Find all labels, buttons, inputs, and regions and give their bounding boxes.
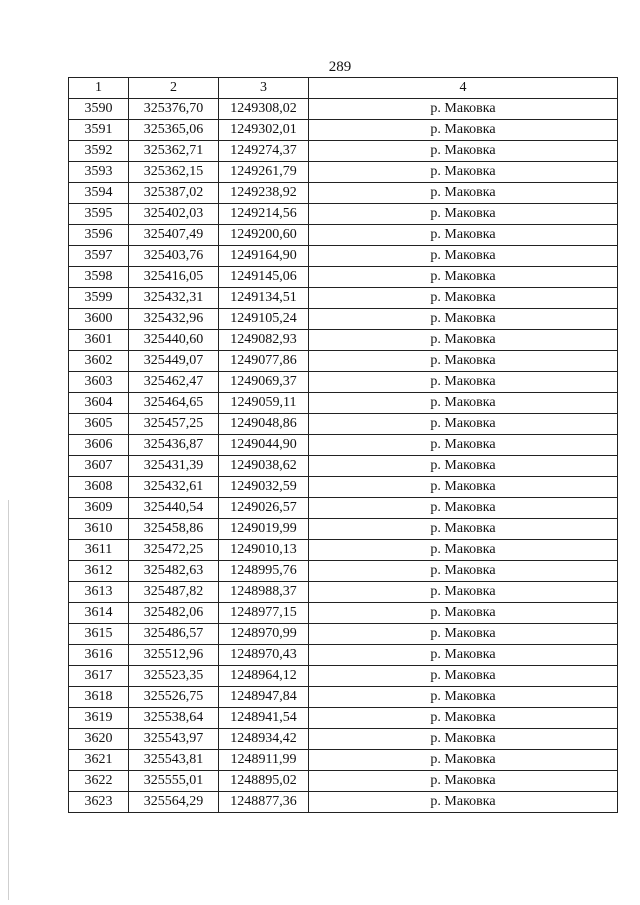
point-number-cell: 3617 bbox=[69, 666, 129, 687]
y-coordinate-cell: 1248911,99 bbox=[219, 750, 309, 771]
description-cell: р. Маковка bbox=[309, 141, 618, 162]
column-header-1: 1 bbox=[69, 78, 129, 99]
description-cell: р. Маковка bbox=[309, 750, 618, 771]
x-coordinate-cell: 325487,82 bbox=[129, 582, 219, 603]
table-row bbox=[69, 477, 618, 498]
y-coordinate-cell: 1249274,37 bbox=[219, 141, 309, 162]
table-row bbox=[69, 414, 618, 435]
x-coordinate-cell: 325538,64 bbox=[129, 708, 219, 729]
point-number-cell: 3614 bbox=[69, 603, 129, 624]
y-coordinate-cell: 1248941,54 bbox=[219, 708, 309, 729]
x-coordinate-cell: 325362,71 bbox=[129, 141, 219, 162]
column-header-3: 3 bbox=[219, 78, 309, 99]
x-coordinate-cell: 325464,65 bbox=[129, 393, 219, 414]
table-row bbox=[69, 666, 618, 687]
point-number-cell: 3618 bbox=[69, 687, 129, 708]
y-coordinate-cell: 1249019,99 bbox=[219, 519, 309, 540]
y-coordinate-cell: 1248934,42 bbox=[219, 729, 309, 750]
table-header-row bbox=[69, 78, 618, 99]
point-number-cell: 3622 bbox=[69, 771, 129, 792]
point-number-cell: 3615 bbox=[69, 624, 129, 645]
description-cell: р. Маковка bbox=[309, 246, 618, 267]
point-number-cell: 3606 bbox=[69, 435, 129, 456]
point-number-cell: 3593 bbox=[69, 162, 129, 183]
table-body bbox=[69, 99, 618, 813]
x-coordinate-cell: 325512,96 bbox=[129, 645, 219, 666]
point-number-cell: 3610 bbox=[69, 519, 129, 540]
y-coordinate-cell: 1248877,36 bbox=[219, 792, 309, 813]
point-number-cell: 3608 bbox=[69, 477, 129, 498]
y-coordinate-cell: 1249032,59 bbox=[219, 477, 309, 498]
y-coordinate-cell: 1249145,06 bbox=[219, 267, 309, 288]
y-coordinate-cell: 1249026,57 bbox=[219, 498, 309, 519]
x-coordinate-cell: 325482,63 bbox=[129, 561, 219, 582]
y-coordinate-cell: 1248977,15 bbox=[219, 603, 309, 624]
point-number-cell: 3598 bbox=[69, 267, 129, 288]
x-coordinate-cell: 325376,70 bbox=[129, 99, 219, 120]
table-row bbox=[69, 372, 618, 393]
y-coordinate-cell: 1249038,62 bbox=[219, 456, 309, 477]
table-row bbox=[69, 141, 618, 162]
point-number-cell: 3623 bbox=[69, 792, 129, 813]
x-coordinate-cell: 325387,02 bbox=[129, 183, 219, 204]
description-cell: р. Маковка bbox=[309, 519, 618, 540]
y-coordinate-cell: 1248970,43 bbox=[219, 645, 309, 666]
description-cell: р. Маковка bbox=[309, 645, 618, 666]
point-number-cell: 3621 bbox=[69, 750, 129, 771]
table-row bbox=[69, 456, 618, 477]
description-cell: р. Маковка bbox=[309, 330, 618, 351]
description-cell: р. Маковка bbox=[309, 99, 618, 120]
point-number-cell: 3613 bbox=[69, 582, 129, 603]
description-cell: р. Маковка bbox=[309, 477, 618, 498]
x-coordinate-cell: 325440,54 bbox=[129, 498, 219, 519]
y-coordinate-cell: 1248895,02 bbox=[219, 771, 309, 792]
description-cell: р. Маковка bbox=[309, 204, 618, 225]
x-coordinate-cell: 325449,07 bbox=[129, 351, 219, 372]
description-cell: р. Маковка bbox=[309, 183, 618, 204]
x-coordinate-cell: 325362,15 bbox=[129, 162, 219, 183]
x-coordinate-cell: 325440,60 bbox=[129, 330, 219, 351]
y-coordinate-cell: 1248964,12 bbox=[219, 666, 309, 687]
x-coordinate-cell: 325555,01 bbox=[129, 771, 219, 792]
description-cell: р. Маковка bbox=[309, 351, 618, 372]
y-coordinate-cell: 1248988,37 bbox=[219, 582, 309, 603]
point-number-cell: 3601 bbox=[69, 330, 129, 351]
table-row bbox=[69, 330, 618, 351]
table-row bbox=[69, 792, 618, 813]
description-cell: р. Маковка bbox=[309, 309, 618, 330]
y-coordinate-cell: 1249082,93 bbox=[219, 330, 309, 351]
point-number-cell: 3609 bbox=[69, 498, 129, 519]
point-number-cell: 3597 bbox=[69, 246, 129, 267]
x-coordinate-cell: 325431,39 bbox=[129, 456, 219, 477]
y-coordinate-cell: 1249010,13 bbox=[219, 540, 309, 561]
point-number-cell: 3616 bbox=[69, 645, 129, 666]
point-number-cell: 3596 bbox=[69, 225, 129, 246]
scan-margin-line bbox=[8, 500, 9, 900]
x-coordinate-cell: 325407,49 bbox=[129, 225, 219, 246]
y-coordinate-cell: 1249164,90 bbox=[219, 246, 309, 267]
point-number-cell: 3620 bbox=[69, 729, 129, 750]
point-number-cell: 3603 bbox=[69, 372, 129, 393]
table-row bbox=[69, 309, 618, 330]
table-row bbox=[69, 750, 618, 771]
x-coordinate-cell: 325457,25 bbox=[129, 414, 219, 435]
point-number-cell: 3594 bbox=[69, 183, 129, 204]
description-cell: р. Маковка bbox=[309, 582, 618, 603]
table-row bbox=[69, 687, 618, 708]
table-row bbox=[69, 708, 618, 729]
y-coordinate-cell: 1249261,79 bbox=[219, 162, 309, 183]
x-coordinate-cell: 325523,35 bbox=[129, 666, 219, 687]
y-coordinate-cell: 1249308,02 bbox=[219, 99, 309, 120]
x-coordinate-cell: 325432,96 bbox=[129, 309, 219, 330]
x-coordinate-cell: 325486,57 bbox=[129, 624, 219, 645]
point-number-cell: 3592 bbox=[69, 141, 129, 162]
description-cell: р. Маковка bbox=[309, 393, 618, 414]
point-number-cell: 3604 bbox=[69, 393, 129, 414]
y-coordinate-cell: 1249069,37 bbox=[219, 372, 309, 393]
description-cell: р. Маковка bbox=[309, 288, 618, 309]
description-cell: р. Маковка bbox=[309, 771, 618, 792]
point-number-cell: 3611 bbox=[69, 540, 129, 561]
table-row bbox=[69, 246, 618, 267]
description-cell: р. Маковка bbox=[309, 456, 618, 477]
point-number-cell: 3607 bbox=[69, 456, 129, 477]
table-row bbox=[69, 729, 618, 750]
y-coordinate-cell: 1249200,60 bbox=[219, 225, 309, 246]
x-coordinate-cell: 325402,03 bbox=[129, 204, 219, 225]
x-coordinate-cell: 325432,31 bbox=[129, 288, 219, 309]
table-row bbox=[69, 645, 618, 666]
point-number-cell: 3605 bbox=[69, 414, 129, 435]
table-row bbox=[69, 183, 618, 204]
column-header-2: 2 bbox=[129, 78, 219, 99]
y-coordinate-cell: 1249048,86 bbox=[219, 414, 309, 435]
y-coordinate-cell: 1249077,86 bbox=[219, 351, 309, 372]
description-cell: р. Маковка bbox=[309, 162, 618, 183]
x-coordinate-cell: 325403,76 bbox=[129, 246, 219, 267]
table-row bbox=[69, 120, 618, 141]
table-row bbox=[69, 540, 618, 561]
point-number-cell: 3595 bbox=[69, 204, 129, 225]
x-coordinate-cell: 325482,06 bbox=[129, 603, 219, 624]
point-number-cell: 3602 bbox=[69, 351, 129, 372]
y-coordinate-cell: 1249302,01 bbox=[219, 120, 309, 141]
table-row bbox=[69, 624, 618, 645]
description-cell: р. Маковка bbox=[309, 687, 618, 708]
description-cell: р. Маковка bbox=[309, 120, 618, 141]
x-coordinate-cell: 325416,05 bbox=[129, 267, 219, 288]
table-row bbox=[69, 519, 618, 540]
table-row bbox=[69, 204, 618, 225]
description-cell: р. Маковка bbox=[309, 225, 618, 246]
point-number-cell: 3612 bbox=[69, 561, 129, 582]
x-coordinate-cell: 325543,81 bbox=[129, 750, 219, 771]
point-number-cell: 3600 bbox=[69, 309, 129, 330]
column-header-4: 4 bbox=[309, 78, 618, 99]
description-cell: р. Маковка bbox=[309, 414, 618, 435]
description-cell: р. Маковка bbox=[309, 435, 618, 456]
description-cell: р. Маковка bbox=[309, 498, 618, 519]
y-coordinate-cell: 1248947,84 bbox=[219, 687, 309, 708]
description-cell: р. Маковка bbox=[309, 540, 618, 561]
point-number-cell: 3590 bbox=[69, 99, 129, 120]
point-number-cell: 3591 bbox=[69, 120, 129, 141]
y-coordinate-cell: 1249134,51 bbox=[219, 288, 309, 309]
description-cell: р. Маковка bbox=[309, 792, 618, 813]
x-coordinate-cell: 325526,75 bbox=[129, 687, 219, 708]
x-coordinate-cell: 325436,87 bbox=[129, 435, 219, 456]
table-row bbox=[69, 393, 618, 414]
description-cell: р. Маковка bbox=[309, 708, 618, 729]
table-row bbox=[69, 351, 618, 372]
x-coordinate-cell: 325472,25 bbox=[129, 540, 219, 561]
point-number-cell: 3619 bbox=[69, 708, 129, 729]
table-row bbox=[69, 603, 618, 624]
description-cell: р. Маковка bbox=[309, 561, 618, 582]
y-coordinate-cell: 1248970,99 bbox=[219, 624, 309, 645]
y-coordinate-cell: 1249238,92 bbox=[219, 183, 309, 204]
x-coordinate-cell: 325543,97 bbox=[129, 729, 219, 750]
description-cell: р. Маковка bbox=[309, 666, 618, 687]
x-coordinate-cell: 325462,47 bbox=[129, 372, 219, 393]
description-cell: р. Маковка bbox=[309, 267, 618, 288]
y-coordinate-cell: 1249059,11 bbox=[219, 393, 309, 414]
y-coordinate-cell: 1249214,56 bbox=[219, 204, 309, 225]
y-coordinate-cell: 1249044,90 bbox=[219, 435, 309, 456]
coordinates-table bbox=[68, 77, 618, 813]
table-row bbox=[69, 99, 618, 120]
y-coordinate-cell: 1248995,76 bbox=[219, 561, 309, 582]
table-row bbox=[69, 561, 618, 582]
description-cell: р. Маковка bbox=[309, 729, 618, 750]
table-row bbox=[69, 771, 618, 792]
page-number: 289 bbox=[328, 59, 352, 75]
x-coordinate-cell: 325432,61 bbox=[129, 477, 219, 498]
table-row bbox=[69, 288, 618, 309]
table-row bbox=[69, 162, 618, 183]
x-coordinate-cell: 325365,06 bbox=[129, 120, 219, 141]
y-coordinate-cell: 1249105,24 bbox=[219, 309, 309, 330]
description-cell: р. Маковка bbox=[309, 624, 618, 645]
table-row bbox=[69, 225, 618, 246]
table-row bbox=[69, 582, 618, 603]
x-coordinate-cell: 325564,29 bbox=[129, 792, 219, 813]
table-row bbox=[69, 498, 618, 519]
description-cell: р. Маковка bbox=[309, 372, 618, 393]
point-number-cell: 3599 bbox=[69, 288, 129, 309]
x-coordinate-cell: 325458,86 bbox=[129, 519, 219, 540]
description-cell: р. Маковка bbox=[309, 603, 618, 624]
table-row bbox=[69, 267, 618, 288]
table-row bbox=[69, 435, 618, 456]
